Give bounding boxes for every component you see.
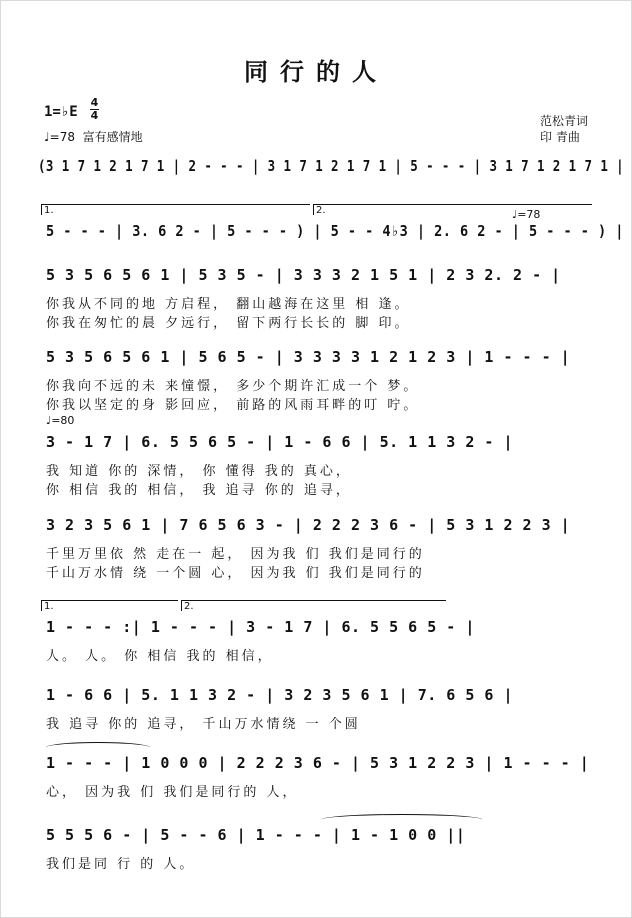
notation-line-10: 5 5 5 6 - | 5 - - 6 | 1 - - - | 1 - 1 0 0 || <box>46 826 466 844</box>
lyric-line-4a: 你我向不远的未 来憧憬， 多少个期许汇成一个 梦。 <box>46 379 420 394</box>
volta-bracket-2: 2. <box>313 204 592 215</box>
volta-bracket-2b: 2. <box>181 600 446 611</box>
notation-line-6: 3 2 3 5 6 1 | 7 6 5 6 3 - | 2 2 2 3 6 - | 5 3 1 2 2 3 | <box>46 516 571 534</box>
key-signature: 1=♭E <box>44 104 78 120</box>
notation-line-9: 1 - - - | 1 0 0 0 | 2 2 2 3 6 - | 5 3 1 2 2 3 | 1 - - - | <box>46 754 590 772</box>
lyric-line-3b: 你我在匆忙的晨 夕远行， 留下两行长长的 脚 印。 <box>46 316 411 331</box>
lyric-line-10: 我们是同 行 的 人。 <box>46 857 196 872</box>
time-signature-bottom: 4 <box>90 109 99 122</box>
tempo-value: ♩=78 <box>44 130 75 144</box>
volta-bracket-1: 1. <box>41 204 310 215</box>
notation-line-7: 1 - - - :| 1 - - - | 3 - 1 7 | 6. 5 5 6 5 - | <box>46 618 475 636</box>
tie-arc-final <box>322 814 482 825</box>
lyric-line-3a: 你我从不同的地 方启程， 翻山越海在这里 相 逢。 <box>46 297 411 312</box>
notation-line-4: 5 3 5 6 5 6 1 | 5 6 5 - | 3 3 3 3 1 2 1 2 3 | 1 - - - | <box>46 348 571 366</box>
time-signature <box>90 98 99 121</box>
lyric-line-6b: 千山万水情 绕 一个圆 心， 因为我 们 我们是同行的 <box>46 566 425 581</box>
lyric-line-8: 我 追寻 你的 追寻， 千山万水情绕 一 个圆 <box>46 717 361 732</box>
tempo-chorus: ♩=80 <box>46 414 75 427</box>
time-signature-top: 4 <box>90 96 99 109</box>
tempo-marking <box>44 128 143 145</box>
expression-marking: 富有感情地 <box>82 130 143 144</box>
tempo-mid: ♩=78 <box>512 208 541 221</box>
notation-line-5: 3 - 1 7 | 6. 5 5 6 5 - | 1 - 6 6 | 5. 1 1 3 2 - | <box>46 433 514 451</box>
tie-arc <box>46 742 150 753</box>
lyric-line-5b: 你 相信 我的 相信， 我 追寻 你的 追寻， <box>46 483 352 498</box>
notation-line-2: 5 - - - | 3. 6 2 - | 5 - - - ) | 5 - - 4♭3 | 2. 6 2 - | 5 - - - ) | <box>46 222 624 240</box>
notation-line-3: 5 3 5 6 5 6 1 | 5 3 5 - | 3 3 3 2 1 5 1 | 2 3 2. 2 - | <box>46 266 561 284</box>
lyric-line-7: 人。 人。 你 相信 我的 相信， <box>46 649 274 664</box>
volta-bracket-1b: 1. <box>41 600 178 611</box>
lyric-line-4b: 你我以坚定的身 影回应， 前路的风雨耳畔的叮 咛。 <box>46 398 420 413</box>
lyric-line-5a: 我 知道 你的 深情， 你 懂得 我的 真心， <box>46 464 352 479</box>
song-title: 同行的人 <box>244 57 388 86</box>
notation-line-1: (3 1 7 1 2 1 7 1 | 2 - - - | 3 1 7 1 2 1 7 1 | 5 - - - | 3 1 7 1 2 1 7 1 | <box>38 157 625 175</box>
composer-credit: 印 青曲 <box>540 130 580 144</box>
lyric-line-9: 心， 因为我 们 我们是同行的 人， <box>46 785 299 800</box>
notation-line-8: 1 - 6 6 | 5. 1 1 3 2 - | 3 2 3 5 6 1 | 7. 6 5 6 | <box>46 686 514 704</box>
lyricist-credit: 范松青词 <box>540 114 589 128</box>
lyric-line-6a: 千里万里依 然 走在一 起， 因为我 们 我们是同行的 <box>46 547 425 562</box>
